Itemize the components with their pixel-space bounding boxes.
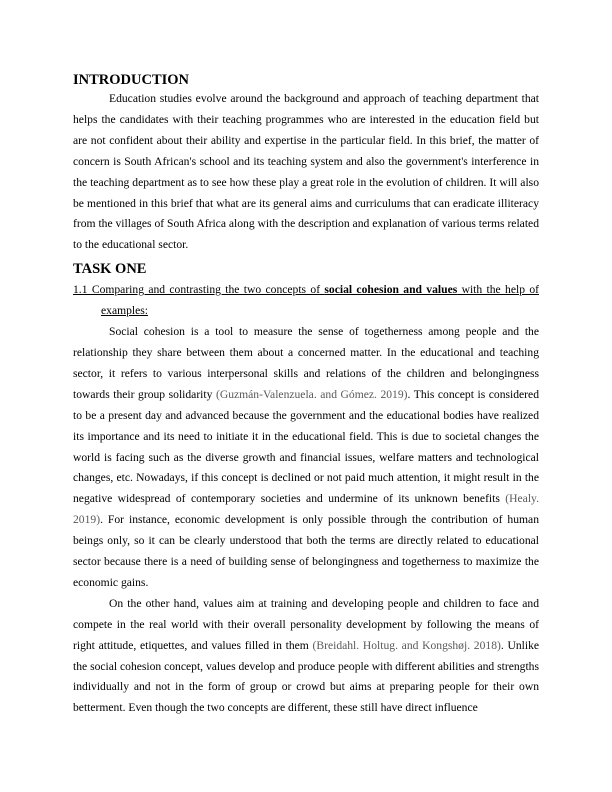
task-one-heading: TASK ONE xyxy=(73,261,147,278)
task-one-subheading xyxy=(73,280,539,322)
paragraph-text: . This concept is considered to be a present day and advanced because the government and the educational bodies have realized its importance and its need to initiate it in the educational field. This is due to societal changes the world is facing such as the diverse growth and financial issues, welfare matters and technological changes, etc. Nowadays, if this concept is declined or not paid much attention, it might result in the negative widespread of contemporary societies and undermine of its unknown benefits xyxy=(73,387,539,506)
subheading-prefix: 1.1 Comparing and contrasting the two concepts of xyxy=(73,283,325,297)
paragraph-text: . For instance, economic development is only possible through the contribution of human beings only, so it can be clearly understood that both the terms are directly related to educational sector because there is a need of building sense of belongingness and togetherness to maximize the economic gains. xyxy=(73,513,539,589)
subheading-bold-terms: social cohesion and values xyxy=(324,283,458,297)
paragraph-text: Social cohesion is a tool to measure the sense of togetherness among people and the relationship they share between them about a concerned matter. In the educational and teaching sector, it refers to various interpersonal skills and relations of the children and belongingness towards their group solidarity xyxy=(73,325,539,401)
introduction-section xyxy=(73,71,539,256)
citation: (Guzmán-Valenzuela. and Gómez. 2019) xyxy=(215,387,408,401)
paragraph-text: . Unlike the social cohesion concept, values develop and produce people with different abilities and strengths individually and not in the form of group or crowd but aims at preparing people for their own betterment. Even though the two concepts are different, these still have direct influence xyxy=(73,638,540,715)
citation: (Healy. 2019) xyxy=(73,492,539,527)
task-one-section xyxy=(73,260,539,719)
introduction-heading: INTRODUCTION xyxy=(73,72,190,88)
values-paragraph xyxy=(73,594,539,719)
social-cohesion-paragraph xyxy=(73,322,539,594)
introduction-paragraph: Education studies evolve around the background and approach of teaching department that helps the candidates with their teaching programmes who are interested in the education field but are not confident about their ability and expertise in the particular field. In this brief, the matter of concern is South African's school and its teaching system and also the government's interference in the teaching department as to see how these play a great role in the evolution of children. It will also be mentioned in this brief that what are its general aims and curriculums that can eradicate illiteracy from the villages of South Africa along with the description and explanation of various terms related to the educational sector. xyxy=(73,92,539,252)
document-content xyxy=(73,71,539,719)
paragraph-text: On the other hand, values aim at training and developing people and children to face and compete in the real world with their overall personality development by following the means of right attitude, etiquettes, and values filled in them xyxy=(73,596,539,652)
citation: (Breidahl. Holtug. and Kongshøj. 2018) xyxy=(312,638,501,652)
subheading-suffix: with the help of examples: xyxy=(101,283,539,318)
